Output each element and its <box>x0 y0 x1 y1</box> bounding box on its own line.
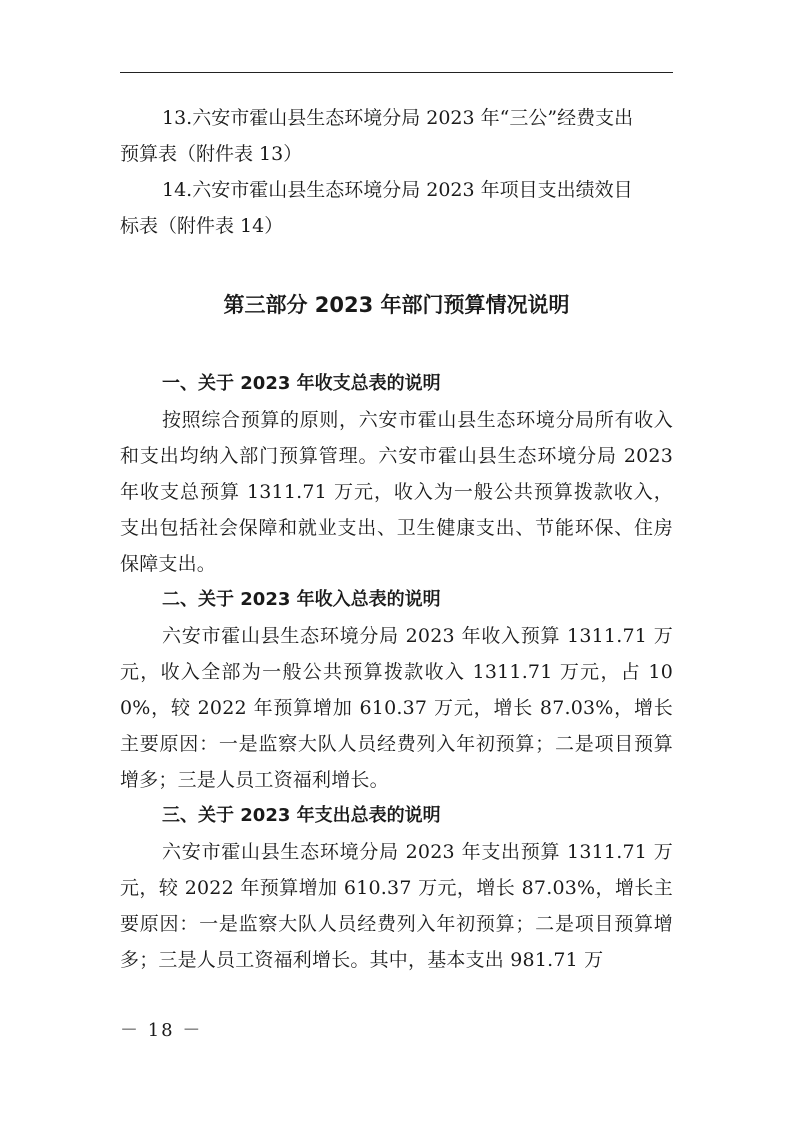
section-heading-1: 一、关于 2023 年收支总表的说明 <box>162 373 441 394</box>
part-title: 第三部分 2023 年部门预算情况说明 <box>223 293 570 317</box>
attachment-item-13-line1: 13.六安市霍山县生态环境分局 2023 年“三公”经费支出 <box>162 107 634 129</box>
attachment-item-13 <box>120 100 673 172</box>
attachment-item-14-line1: 14.六安市霍山县生态环境分局 2023 年项目支出绩效目 <box>162 179 633 201</box>
page-number: － 18 － <box>120 1020 203 1041</box>
section-body-1: 按照综合预算的原则，六安市霍山县生态环境分局所有收入和支出均纳入部门预算管理。六安市霍山县生态环境分局 2023 年收支总预算 1311.71 万元，收入为一般公共预算拨款收入，支出包括社会保障和就业支出、卫生健康支出、节能环保、住房保障支出。 <box>120 409 673 575</box>
attachment-item-14 <box>120 172 673 244</box>
attachment-item-14-line2: 标表（附件表 14） <box>120 215 284 237</box>
section-body-3: 六安市霍山县生态环境分局 2023 年支出预算 1311.71 万元，较 2022 年预算增加 610.37 万元，增长 87.03%，增长主要原因：一是监察大队人员经费列入年初预算；二是项目预算增多；三是人员工资福利增长。其中，基本支出 981.71 万 <box>120 841 673 971</box>
section-heading-3: 三、关于 2023 年支出总表的说明 <box>162 805 441 826</box>
section-body-2: 六安市霍山县生态环境分局 2023 年收入预算 1311.71 万元，收入全部为一般公共预算拨款收入 1311.71 万元，占 100%，较 2022 年预算增加 610.37 万元，增长 87.03%，增长主要原因：一是监察大队人员经费列入年初预算；二是项目预算增多；三是人员工资福利增长。 <box>120 625 673 791</box>
attachment-item-13-line2: 预算表（附件表 13） <box>120 143 303 165</box>
section-heading-2: 二、关于 2023 年收入总表的说明 <box>162 589 441 610</box>
page-content <box>120 100 673 978</box>
header-rule <box>120 72 673 73</box>
